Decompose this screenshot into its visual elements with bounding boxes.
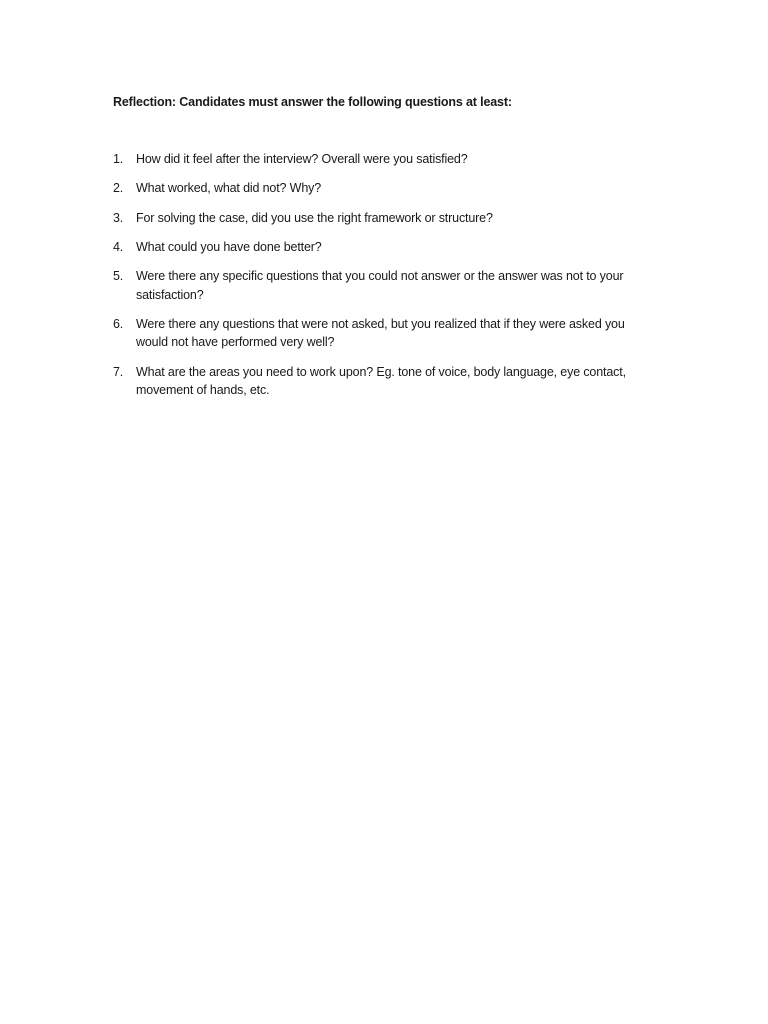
question-number: 5. (113, 269, 124, 284)
question-list (113, 150, 658, 411)
question-text: Were there any specific questions that you could not answer or the answer was not to your satisfaction? (136, 269, 624, 302)
question-text: How did it feel after the interview? Overall were you satisfied? (136, 152, 468, 166)
reflection-heading: Reflection: Candidates must answer the following questions at least: (113, 95, 512, 109)
question-item-4 (113, 238, 658, 257)
question-text: For solving the case, did you use the right framework or structure? (136, 210, 493, 225)
question-text: What worked, what did not? Why? (136, 181, 322, 196)
question-number: 1. (113, 152, 124, 166)
question-number: 6. (113, 316, 124, 331)
question-item-5 (113, 267, 658, 304)
question-text: What are the areas you need to work upon? Eg. tone of voice, body language, eye contact, movement of hands, etc. (136, 364, 626, 398)
question-item-1 (113, 150, 658, 169)
question-text: What could you have done better? (136, 239, 322, 254)
question-item-6 (113, 315, 658, 352)
question-item-2 (113, 179, 658, 198)
question-item-7 (113, 363, 658, 400)
question-number: 7. (113, 364, 124, 379)
question-number: 3. (113, 210, 124, 225)
question-text: Were there any questions that were not asked, but you realized that if they were asked you would not have performed very well? (136, 316, 625, 350)
question-number: 4. (113, 239, 124, 254)
question-number: 2. (113, 181, 124, 196)
question-item-3 (113, 209, 658, 228)
